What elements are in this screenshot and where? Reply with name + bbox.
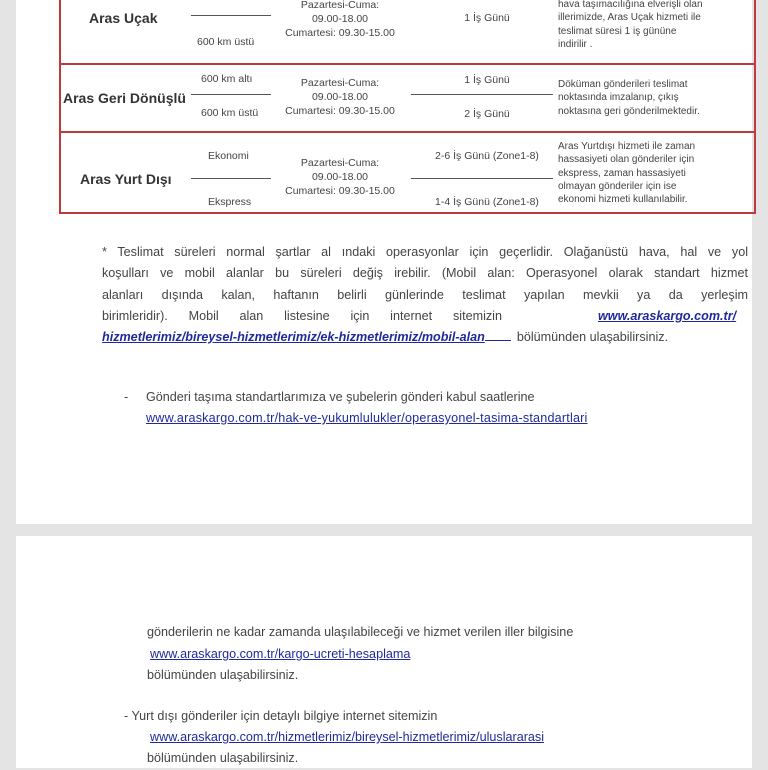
page2-line: - Yurt dışı gönderiler için detaylı bilgiye internet sitemizin	[124, 709, 438, 723]
hours-weekday-time: 09.00-18.00	[311, 91, 369, 103]
service-table	[59, 0, 754, 222]
divider-line	[411, 94, 553, 95]
hours-weekday: Pazartesi-Cuma:	[300, 157, 380, 169]
description-line: Döküman gönderileri teslimat	[558, 79, 688, 90]
mobile-area-link[interactable]: www.araskargo.com.tr/	[598, 309, 737, 323]
document-page-1	[16, 0, 752, 524]
footnote-line: * Teslimat süreleri normal şartlar al ındaki operasyonlar için geçerlidir. Olağanüstü hava, hal ve yol	[102, 245, 748, 259]
page2-line: gönderilerin ne kadar zamanda ulaşılabileceği ve hizmet verilen iller bilgisine	[147, 625, 574, 639]
description-line: ekonomi hizmeti kullanılabilir.	[558, 194, 688, 206]
delivery-time: 2-6 İş Günü (Zone1-8)	[435, 150, 539, 162]
description-line: illerimizde, Aras Uçak hizmeti ile	[558, 12, 701, 24]
footnote-line: birimleridir). Mobil alan listesine için internet sitemizin	[102, 309, 502, 323]
description-line: Aras Yurtdışı hizmeti ile zaman	[558, 141, 696, 152]
service-name: Aras Uçak	[89, 10, 158, 26]
footnote-suffix: bölümünden ulaşabilirsiniz.	[516, 330, 669, 344]
delivery-time: 2 İş Günü	[464, 108, 510, 120]
description-line: hava taşımacılığına elverişli olan	[558, 0, 703, 10]
description-line: noktasına geri gönderilmektedir.	[558, 105, 700, 117]
service-type-label: Ekspress	[208, 196, 252, 208]
hours-saturday: Cumartesi: 09.30-15.00	[285, 185, 395, 197]
description-line: indirilir .	[558, 38, 593, 50]
standards-text: Gönderi taşıma standartlarımıza ve şubelerin gönderi kabul saatlerine	[146, 390, 535, 404]
service-name: Aras Geri Dönüşlü	[63, 90, 186, 106]
divider-line	[191, 15, 271, 16]
hours-weekday: Pazartesi-Cuma:	[300, 0, 380, 11]
description-line: teslimat süresi 1 iş gününe	[558, 25, 677, 37]
international-link[interactable]: www.araskargo.com.tr/hizmetlerimiz/bireysel-hizmetlerimiz/uluslararasi	[150, 730, 544, 744]
description-line: hassasiyeti olan gönderiler için	[558, 154, 695, 166]
hours-saturday: Cumartesi: 09.30-15.00	[285, 27, 395, 39]
footnote-line: alanları dışında kalan, haftanın belirli günlerinde teslimat yapılan mevkii ya da yerleşim	[102, 288, 748, 302]
distance-label: 600 km üstü	[201, 107, 259, 119]
divider-line	[411, 178, 553, 179]
bullet-dash: -	[124, 390, 129, 404]
divider-line	[191, 94, 271, 95]
hours-saturday: Cumartesi: 09.30-15.00	[285, 105, 395, 117]
hours-weekday-time: 09.00-18.00	[311, 171, 369, 183]
link-underline-filler	[485, 328, 511, 341]
distance-label: 600 km altı	[201, 73, 253, 85]
description-line: noktasında imzalanıp, çıkış	[558, 92, 679, 104]
row-separator	[59, 63, 754, 65]
hours-weekday-time: 09.00-18.00	[311, 13, 369, 25]
row-separator	[59, 131, 754, 133]
service-type-label: Ekonomi	[208, 150, 249, 162]
hours-weekday: Pazartesi-Cuma:	[300, 77, 380, 89]
standards-link[interactable]: www.araskargo.com.tr/hak-ve-yukumlulukler/operasyonel-tasima-standartlari	[146, 411, 588, 425]
description-line: ekspress, zaman hassasiyeti	[558, 167, 686, 179]
divider-line	[191, 178, 271, 179]
service-name: Aras Yurt Dışı	[80, 171, 172, 187]
page2-line: bölümünden ulaşabilirsiniz.	[147, 668, 299, 682]
delivery-time: 1 İş Günü	[464, 12, 510, 24]
mobile-area-link-continued[interactable]: hizmetlerimiz/bireysel-hizmetlerimiz/ek-hizmetlerimiz/mobil-alan	[102, 330, 485, 344]
description-line: olmayan gönderiler için ise	[558, 180, 677, 192]
shipping-cost-link[interactable]: www.araskargo.com.tr/kargo-ucreti-hesaplama	[150, 647, 411, 661]
document-page-2	[16, 536, 752, 768]
distance-label: 600 km üstü	[197, 36, 255, 48]
footnote-line: koşulları ve mobil alanlar bu süreleri değiş irebilir. (Mobil alan: Operasyonel olarak standart hizmet	[102, 266, 748, 280]
delivery-time: 1 İş Günü	[464, 74, 510, 86]
delivery-time: 1-4 İş Günü (Zone1-8)	[435, 196, 539, 208]
page2-line: bölümünden ulaşabilirsiniz.	[147, 751, 299, 765]
